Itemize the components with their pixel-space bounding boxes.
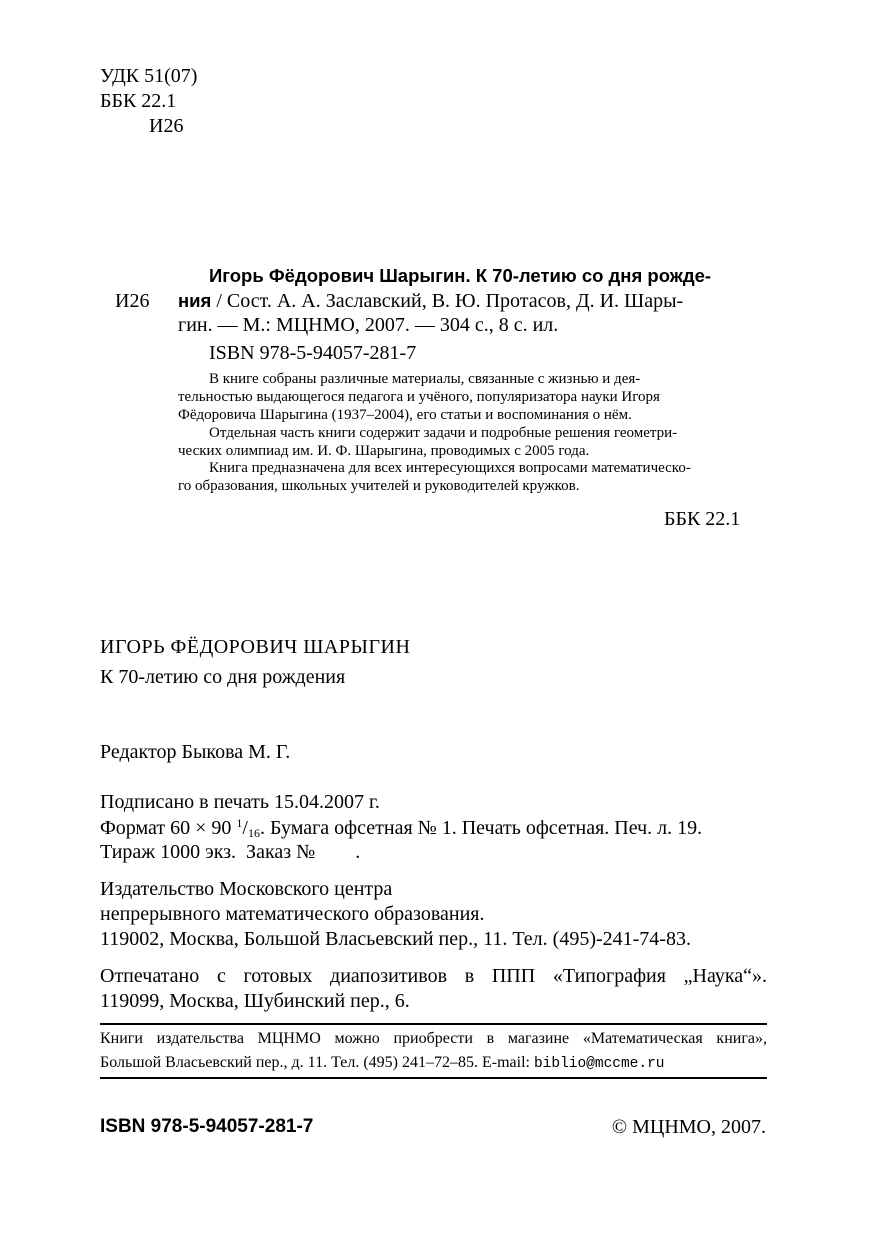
- email-link[interactable]: biblio@mccme.ru: [533, 1056, 665, 1072]
- catalog-author-mark: И26: [115, 290, 150, 312]
- format-numerator: 1: [236, 816, 243, 830]
- annotation-line: В книге собраны различные материалы, связанные с жизнью и дея-: [209, 371, 641, 387]
- book-subtitle: К 70-летию со дня рождения: [100, 666, 346, 688]
- catalog-title-line3: гин. — М.: МЦНМО, 2007. — 304 с., 8 с. ил.: [178, 314, 559, 336]
- footer-isbn: ISBN 978-5-94057-281-7: [100, 1116, 314, 1137]
- annotation-line: ческих олимпиад им. И. Ф. Шарыгина, проводимых с 2005 года.: [178, 443, 590, 459]
- annotation-line: Книга предназначена для всех интересующихся вопросами математическо-: [209, 460, 691, 476]
- catalog-title-line1: Игорь Фёдорович Шарыгин. К 70-летию со дня рожде-: [209, 265, 712, 286]
- annotation-line: Отдельная часть книги содержит задачи и подробные решения геометри-: [209, 425, 678, 441]
- catalog-title-line2-bold: ния: [178, 290, 212, 311]
- signed-line: Подписано в печать 15.04.2007 г.: [100, 791, 380, 813]
- format-line: Формат 60 × 90 $^1/_{16}$. Бумага офсетная № 1. Печать офсетная. Печ. л. 19.: [100, 816, 703, 840]
- catalog-title-line2-rest: / Сост. А. А. Заславский, В. Ю. Протасов, Д. И. Шары-: [216, 290, 684, 312]
- book-title: ИГОРЬ ФЁДОРОВИЧ ШАРЫГИН: [100, 636, 411, 658]
- top-rule: [100, 1023, 767, 1025]
- editor-line: Редактор Быкова М. Г.: [100, 741, 291, 763]
- format-prefix: Формат 60 × 90: [100, 817, 232, 839]
- printed-line: Отпечатано с готовых диапозитивов в ППП «Типография „Наука“».: [100, 965, 767, 987]
- publisher-address: 119002, Москва, Большой Власьевский пер., 11. Тел. (495)-241-74-83.: [100, 928, 691, 950]
- shop-notice-line2: [100, 1054, 665, 1072]
- catalog-title-line2: [178, 290, 683, 313]
- catalog-isbn: ISBN 978-5-94057-281-7: [209, 342, 417, 364]
- publisher-line: непрерывного математического образования.: [100, 903, 485, 925]
- printer-address: 119099, Москва, Шубинский пер., 6.: [100, 990, 410, 1012]
- bottom-rule: [100, 1077, 767, 1079]
- udk-code: УДК 51(07): [100, 65, 198, 87]
- annotation-line: тельностью выдающегося педагога и учёного, популяризатора науки Игоря: [178, 389, 660, 405]
- author-mark: И26: [149, 115, 184, 137]
- annotation-line: Фёдоровича Шарыгина (1937–2004), его статьи и воспоминания о нём.: [178, 407, 632, 423]
- annotation-line: го образования, школьных учителей и руководителей кружков.: [178, 478, 580, 494]
- bbk-code: ББК 22.1: [100, 90, 177, 112]
- print-run-line: Тираж 1000 экз. Заказ № .: [100, 841, 361, 863]
- format-denominator: 16: [247, 826, 260, 840]
- publisher-line: Издательство Московского центра: [100, 878, 393, 900]
- shop-notice-line1: Книги издательства МЦНМО можно приобрести в магазине «Математическая книга»,: [100, 1030, 767, 1047]
- shop-notice-text: Большой Власьевский пер., д. 11. Тел. (495) 241–72–85. E-mail:: [100, 1054, 530, 1071]
- copyright: © МЦНМО, 2007.: [611, 1116, 766, 1138]
- format-rest: . Бумага офсетная № 1. Печать офсетная. Печ. л. 19.: [259, 817, 703, 839]
- catalog-bbk: ББК 22.1: [664, 508, 741, 530]
